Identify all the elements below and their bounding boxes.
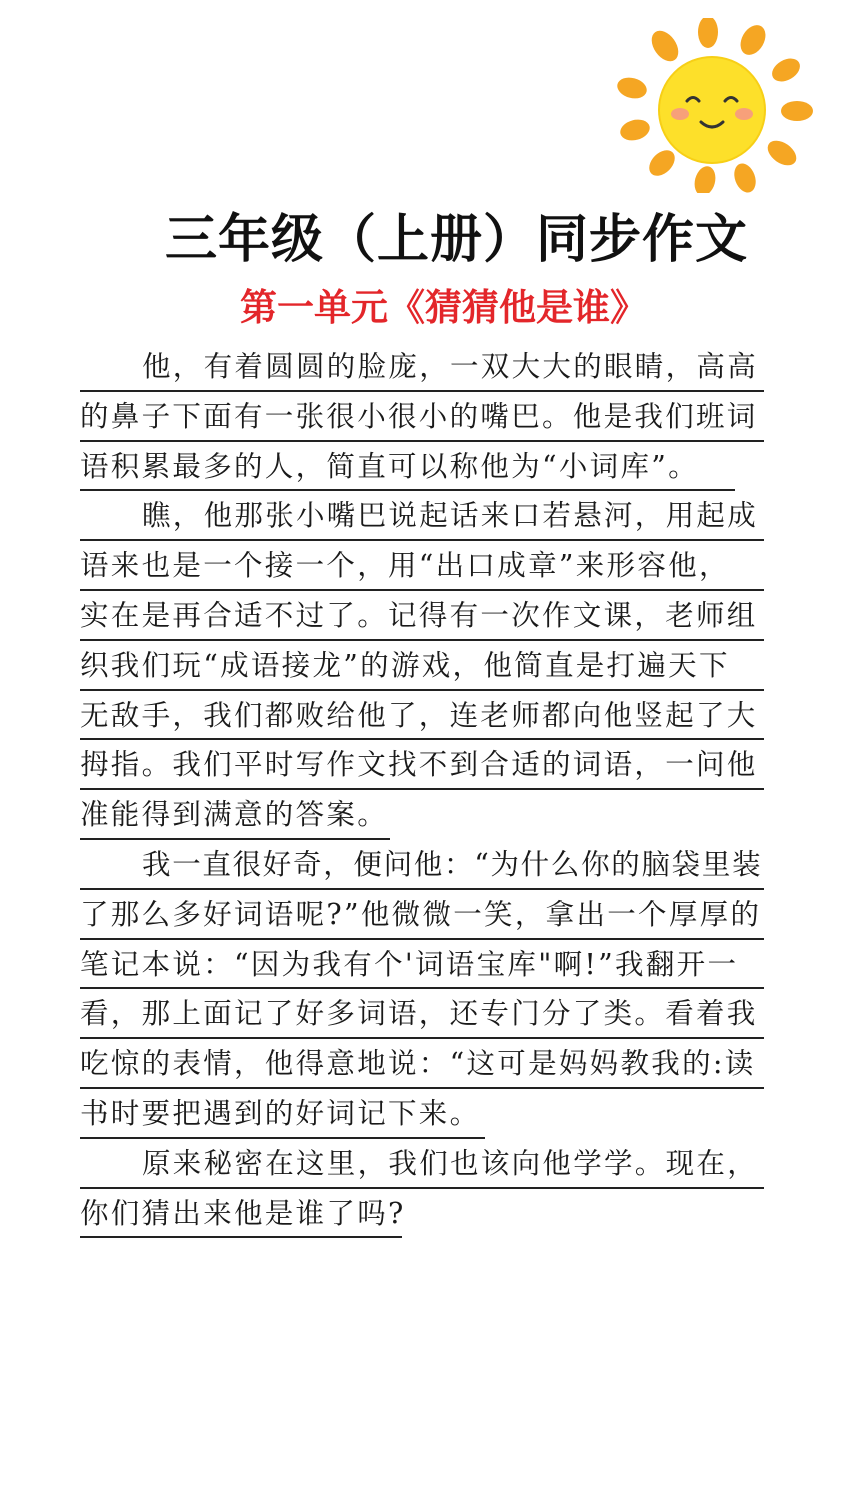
underline-rule [80, 738, 764, 740]
essay-line-text: 了那么多好词语呢?”他微微一笑，拿出一个厚厚的 [80, 897, 762, 931]
essay-line [80, 543, 764, 593]
essay-line [80, 643, 764, 693]
essay-line [80, 493, 764, 543]
page-subtitle: 第一单元《猜猜他是谁》 [240, 285, 647, 329]
essay-line [80, 1191, 764, 1241]
underline-rule [80, 639, 764, 641]
essay-line [80, 593, 764, 643]
essay-line-text: 的鼻子下面有一张很小很小的嘴巴。他是我们班词 [80, 399, 758, 433]
essay-line-text: 笔记本说：“因为我有个'词语宝库"啊!”我翻开一 [80, 947, 739, 981]
underline-rule [80, 1236, 402, 1238]
essay-line [80, 842, 764, 892]
essay-line [80, 991, 764, 1041]
essay-line [80, 892, 764, 942]
sun-illustration [610, 18, 815, 193]
essay-line [80, 942, 764, 992]
essay-line-text: 瞧，他那张小嘴巴说起话来口若悬河，用起成 [142, 499, 759, 533]
essay-line [80, 1041, 764, 1091]
essay-line [80, 1091, 764, 1141]
essay-line-text: 他，有着圆圆的脸庞，一双大大的眼睛，高高 [142, 350, 759, 383]
underline-rule [80, 589, 764, 591]
underline-rule [80, 539, 764, 541]
essay-line-text: 织我们玩“成语接龙”的游戏，他简直是打遍天下 [80, 648, 730, 682]
essay-line [80, 394, 764, 444]
essay-line-text: 看，那上面记了好多词语，还专门分了类。看着我 [80, 997, 758, 1031]
essay-line [80, 792, 764, 842]
essay-line-text: 书时要把遇到的好词记下来。 [80, 1096, 481, 1130]
underline-rule [80, 987, 764, 989]
underline-rule [80, 1087, 764, 1089]
essay-line-text: 吃惊的表情，他得意地说：“这可是妈妈教我的:读 [80, 1047, 756, 1081]
underline-rule [80, 689, 764, 691]
underline-rule [80, 390, 764, 392]
underline-rule [80, 489, 735, 491]
essay-line-text: 语来也是一个接一个，用“出口成章”来形容他， [80, 549, 730, 583]
essay-line [80, 344, 764, 394]
essay-body [80, 344, 764, 1240]
essay-line [80, 742, 764, 792]
underline-rule [80, 440, 764, 442]
essay-line [80, 444, 764, 494]
underline-rule [80, 888, 764, 890]
essay-line [80, 693, 764, 743]
essay-line-text: 我一直很好奇，便问他：“为什么你的脑袋里装 [142, 847, 763, 881]
underline-rule [80, 1037, 764, 1039]
underline-rule [80, 838, 390, 840]
underline-rule [80, 1137, 485, 1139]
essay-line-text: 无敌手，我们都败给他了，连老师都向他竖起了大 [80, 698, 758, 732]
page-title: 三年级（上册）同步作文 [164, 210, 748, 270]
sun-icon [610, 18, 815, 193]
essay-line-text: 准能得到满意的答案。 [80, 798, 389, 832]
underline-rule [80, 1187, 764, 1189]
essay-line-text: 拇指。我们平时写作文找不到合适的词语，一问他 [80, 748, 758, 782]
underline-rule [80, 788, 764, 790]
essay-line-text: 语积累最多的人，简直可以称他为“小词库”。 [80, 449, 699, 483]
essay-line [80, 1141, 764, 1191]
essay-line-text: 实在是再合适不过了。记得有一次作文课，老师组 [80, 598, 758, 632]
essay-line-text: 原来秘密在这里，我们也该向他学学。现在， [142, 1146, 759, 1180]
essay-line-text: 你们猜出来他是谁了吗? [80, 1196, 406, 1230]
underline-rule [80, 938, 764, 940]
